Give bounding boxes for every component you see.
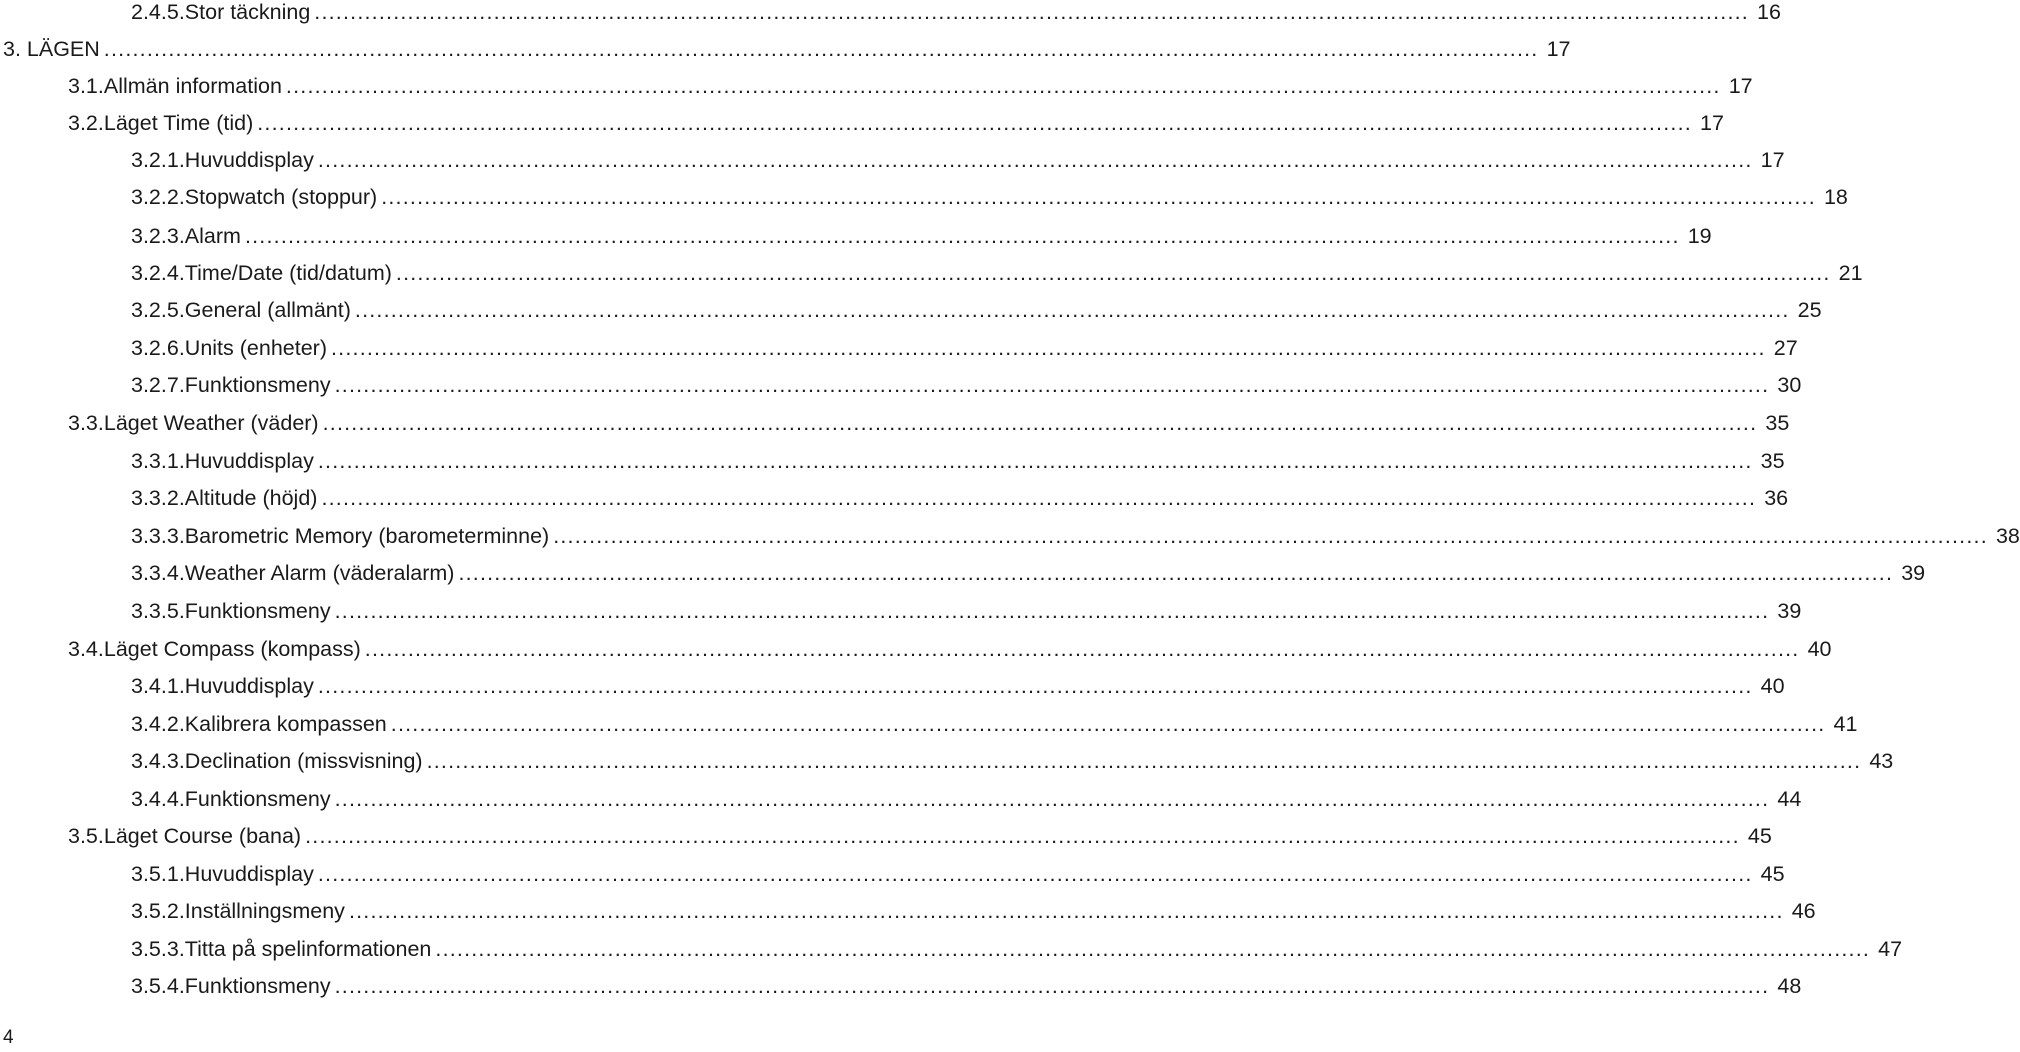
dot-leader: ........................................................................................................................................................................................................ — [321, 486, 1757, 510]
toc-entry-page: 38 — [1995, 524, 2020, 548]
toc-entry[interactable] — [131, 893, 1816, 930]
dot-leader: ........................................................................................................................................................................................................ — [334, 787, 1770, 811]
toc-entry-page: 41 — [1833, 712, 1858, 736]
dot-leader: ........................................................................................................................................................................................................ — [322, 411, 1758, 435]
toc-entry-title: Funktionsmeny — [184, 787, 331, 811]
toc-entry-title: Läget Weather (väder) — [103, 411, 319, 435]
toc-entry-page: 16 — [1757, 0, 1781, 24]
toc-entry[interactable] — [131, 968, 1802, 1005]
toc-entry-title: Funktionsmeny — [184, 974, 331, 998]
toc-entry-title: Barometric Memory (barometerminne) — [184, 524, 550, 548]
dot-leader: ........................................................................................................................................................................................................ — [390, 712, 1826, 736]
toc-entry[interactable] — [131, 179, 1848, 216]
toc-entry-page: 46 — [1791, 899, 1816, 923]
dot-leader: ........................................................................................................................................................................................................ — [244, 224, 1680, 248]
toc-entry-title: Altitude (höjd) — [184, 486, 318, 510]
dot-leader: ........................................................................................................................................................................................................ — [354, 298, 1790, 322]
toc-entry-section[interactable] — [68, 818, 1772, 855]
dot-leader: ........................................................................................................................................................................................................ — [381, 185, 1816, 209]
dot-leader: ........................................................................................................................................................................................................ — [435, 937, 1871, 961]
toc-entry-title: Units (enheter) — [184, 336, 327, 360]
toc-entry-number: 3.5.1. — [131, 862, 185, 886]
toc-entry-page: 17 — [1728, 74, 1753, 98]
toc-entry-title: Kalibrera kompassen — [184, 712, 387, 736]
toc-entry-number: 3.2.4. — [131, 261, 185, 285]
dot-leader: ........................................................................................................................................................................................................ — [103, 37, 1539, 61]
toc-entry-page: 36 — [1764, 486, 1789, 510]
dot-leader: ........................................................................................................................................................................................................ — [348, 899, 1784, 923]
toc-entry[interactable] — [131, 0, 1781, 31]
toc-entry[interactable] — [131, 518, 2020, 555]
toc-entry-page: 44 — [1777, 787, 1802, 811]
toc-entry[interactable] — [131, 555, 1926, 592]
toc-entry-title: Inställningsmeny — [184, 899, 345, 923]
toc-entry-section[interactable] — [68, 405, 1790, 442]
dot-leader: ........................................................................................................................................................................................................ — [285, 74, 1721, 98]
dot-leader: ........................................................................................................................................................................................................ — [426, 749, 1862, 773]
toc-entry-title: Huvuddisplay — [184, 449, 314, 473]
toc-entry-number: 3.3.5. — [131, 599, 185, 623]
toc-entry-title: Huvuddisplay — [184, 674, 314, 698]
toc-entry[interactable] — [131, 330, 1798, 367]
toc-entry-number: 3.5.4. — [131, 974, 185, 998]
toc-entry[interactable] — [131, 781, 1802, 818]
toc-entry-title: Läget Course (bana) — [103, 824, 302, 848]
dot-leader: ........................................................................................................................................................................................................ — [553, 524, 1988, 548]
toc-entry-page: 19 — [1687, 224, 1712, 248]
toc-entry[interactable] — [131, 856, 1785, 893]
toc-entry-page: 17 — [1760, 148, 1785, 172]
dot-leader: ........................................................................................................................................................................................................ — [305, 824, 1740, 848]
toc-entry-page: 35 — [1760, 449, 1785, 473]
toc-entry-chapter[interactable] — [3, 31, 1571, 68]
toc-entry-title: Stor täckning — [184, 0, 311, 24]
toc-entry-title: General (allmänt) — [184, 298, 351, 322]
toc-entry[interactable] — [131, 367, 1802, 404]
toc-entry-page: 25 — [1797, 298, 1822, 322]
toc-entry-page: 40 — [1760, 674, 1785, 698]
toc-entry-title: Time/Date (tid/datum) — [184, 261, 392, 285]
toc-entry[interactable] — [131, 292, 1822, 329]
toc-entry-page: 47 — [1878, 937, 1903, 961]
toc-entry-page: 35 — [1765, 411, 1790, 435]
toc-entry-page: 43 — [1869, 749, 1894, 773]
dot-leader: ........................................................................................................................................................................................................ — [317, 148, 1753, 172]
toc-entry-page: 17 — [1546, 37, 1571, 61]
toc-entry-section[interactable] — [68, 105, 1724, 142]
toc-entry-title: Läget Compass (kompass) — [103, 637, 361, 661]
toc-entry-number: 3.2.5. — [131, 298, 185, 322]
dot-leader: ........................................................................................................................................................................................................ — [395, 261, 1831, 285]
dot-leader: ........................................................................................................................................................................................................ — [317, 862, 1753, 886]
toc-entry-number: 3.4.1. — [131, 674, 185, 698]
toc-entry-title: Huvuddisplay — [184, 862, 314, 886]
toc-entry[interactable] — [131, 743, 1894, 780]
toc-entry-page: 45 — [1747, 824, 1772, 848]
toc-entry-title: Alarm — [184, 224, 241, 248]
toc-entry-number: 3.4. — [68, 637, 104, 661]
toc-entry[interactable] — [131, 706, 1858, 743]
page-number: 4 — [3, 1027, 14, 1048]
toc-entry-page: 39 — [1777, 599, 1802, 623]
toc-entry-number: 3.3. — [68, 411, 104, 435]
toc-entry-number: 3.4.4. — [131, 787, 185, 811]
toc-entry-section[interactable] — [68, 68, 1753, 105]
toc-entry-title: Stopwatch (stoppur) — [184, 185, 378, 209]
toc-entry-number: 3.5.3. — [131, 937, 185, 961]
toc-entry-section[interactable] — [68, 631, 1832, 668]
toc-entry[interactable] — [131, 142, 1785, 179]
toc-entry-title: 3. LÄGEN — [3, 37, 100, 61]
toc-entry[interactable] — [131, 218, 1712, 255]
toc-entry-title: Declination (missvisning) — [184, 749, 423, 773]
toc-entry-title: Allmän information — [103, 74, 282, 98]
toc-entry-number: 3.4.3. — [131, 749, 185, 773]
toc-entry-page: 21 — [1838, 261, 1863, 285]
dot-leader: ........................................................................................................................................................................................................ — [458, 561, 1894, 585]
toc-entry-title: Funktionsmeny — [184, 599, 331, 623]
toc-entry-number: 3.4.2. — [131, 712, 185, 736]
toc-entry-page: 18 — [1823, 185, 1848, 209]
toc-entry-page: 39 — [1901, 561, 1926, 585]
toc-entry[interactable] — [131, 931, 1903, 968]
toc-entry-number: 3.2.1. — [131, 148, 185, 172]
toc-entry-number: 3.2.3. — [131, 224, 185, 248]
toc-entry-title: Läget Time (tid) — [103, 111, 254, 135]
toc-entry-page: 27 — [1773, 336, 1798, 360]
toc-entry-number: 3.3.1. — [131, 449, 185, 473]
toc-entry[interactable] — [131, 255, 1863, 292]
toc-entry-page: 17 — [1700, 111, 1724, 135]
toc-entry[interactable] — [131, 668, 1785, 705]
dot-leader: ........................................................................................................................................................................................................ — [257, 111, 1692, 135]
toc-entry-number: 3.2.7. — [131, 373, 185, 397]
toc-entry-number: 3.5. — [68, 824, 104, 848]
toc-entry-number: 3.2.6. — [131, 336, 185, 360]
toc-entry-title: Huvuddisplay — [184, 148, 314, 172]
toc-entry-title: Weather Alarm (väderalarm) — [184, 561, 455, 585]
dot-leader: ........................................................................................................................................................................................................ — [334, 599, 1770, 623]
dot-leader: ........................................................................................................................................................................................................ — [314, 0, 1749, 24]
dot-leader: ........................................................................................................................................................................................................ — [364, 637, 1800, 661]
dot-leader: ........................................................................................................................................................................................................ — [334, 974, 1770, 998]
toc-entry-number: 3.3.4. — [131, 561, 185, 585]
toc-entry-title: Funktionsmeny — [184, 373, 331, 397]
dot-leader: ........................................................................................................................................................................................................ — [317, 674, 1753, 698]
toc-entry-number: 3.2. — [68, 111, 104, 135]
toc-entry-number: 2.4.5. — [131, 0, 185, 24]
dot-leader: ........................................................................................................................................................................................................ — [331, 336, 1766, 360]
toc-entry-number: 3.3.3. — [131, 524, 185, 548]
toc-entry-page: 40 — [1807, 637, 1832, 661]
toc-entry[interactable] — [131, 480, 1789, 517]
toc-entry-number: 3.1. — [68, 74, 104, 98]
toc-entry[interactable] — [131, 443, 1785, 480]
dot-leader: ........................................................................................................................................................................................................ — [317, 449, 1753, 473]
toc-entry-page: 48 — [1777, 974, 1802, 998]
toc-entry-page: 30 — [1777, 373, 1802, 397]
toc-entry[interactable] — [131, 593, 1802, 630]
toc-entry-number: 3.5.2. — [131, 899, 185, 923]
toc-entry-title: Titta på spelinformationen — [184, 937, 432, 961]
toc-entry-page: 45 — [1760, 862, 1785, 886]
dot-leader: ........................................................................................................................................................................................................ — [334, 373, 1770, 397]
toc-entry-number: 3.3.2. — [131, 486, 185, 510]
toc-entry-number: 3.2.2. — [131, 185, 185, 209]
